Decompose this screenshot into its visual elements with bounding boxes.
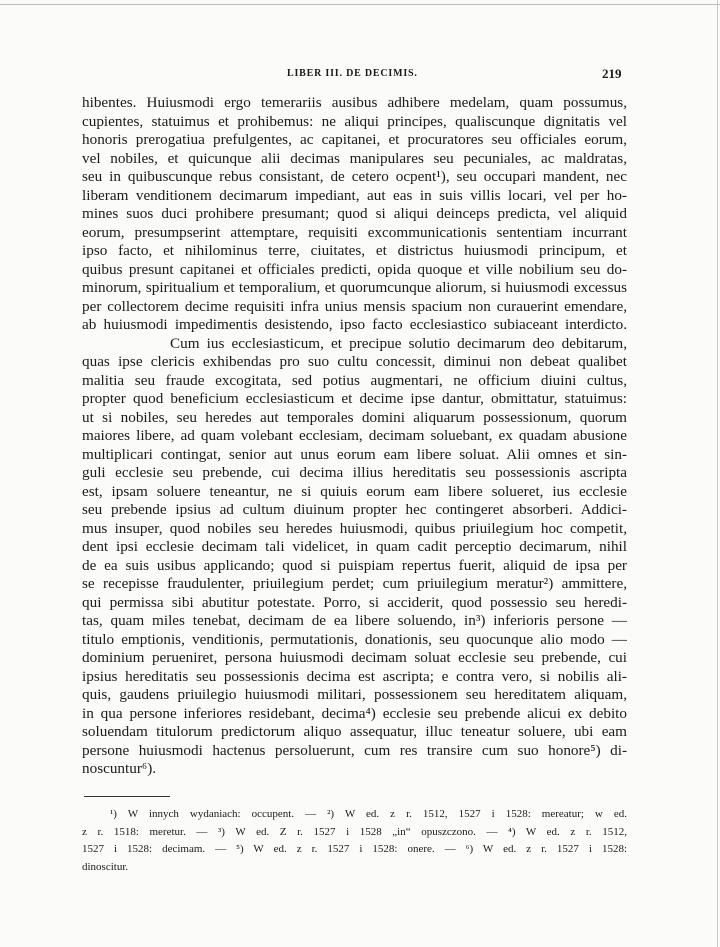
text-line: eorum, presumpserint attemptare, requisiti excommunicationis sententiam incurrant — [82, 223, 627, 241]
footnote-line: dinoscitur. — [82, 860, 129, 873]
text-line: soluendam titulorum predictorum aliquo assequatur, illuc teneatur soluere, ubi eam — [82, 723, 627, 740]
text-line: dominium perueniret, persona huiusmodi decimam soluat ecclesie seu prebende, cui — [82, 649, 627, 666]
text-line: tas, quam miles tenebat, decimam de ea libere soluendo, in³) inferioris persone — — [82, 612, 627, 629]
paragraph-end-line: noscuntur⁶). — [82, 760, 157, 777]
text-line: mus insuper, quod nobiles seu heredes huiusmodi, quibus priuilegium hoc competit, — [82, 519, 627, 537]
scan-edge-right — [717, 0, 718, 947]
text-line: maiores libere, ad quam volebant ecclesiam, decimam soluebant, ex quadam abusione — [82, 427, 627, 444]
text-line: ipsius hereditatis seu possessionis decima est ascripta; e contra vero, si nobilis ali- — [82, 667, 627, 685]
footnote-line: 1527 i 1528: decimam. — ⁵) W ed. z r. 1527 i 1528: onere. — ⁶) W ed. z r. 1527 i 1528: — [82, 843, 627, 855]
text-line: cupientes, statuimus et prohibemus: ne aliqui principes, qualiscunque dignitatis vel — [82, 112, 627, 130]
footnote-line: z r. 1518: meretur. — ³) W ed. Z r. 1527 i 1528 „in“ opuszczono. — ⁴) W ed. z r. 1512, — [82, 825, 627, 838]
text-line: ipso facto, et nihilominus terre, ciuitates, et districtus huiusmodi principum, et — [82, 242, 627, 259]
text-line: propter quod beneficium ecclesiasticum et decime ipse dantur, obmittatur, statuimus: — [82, 390, 627, 407]
text-line: quas ipse clericis exhibendas pro suo cultu concessit, diminui non debeat qualibet — [82, 353, 627, 370]
text-line: quis, gaudens priuilegio huiusmodi militari, possessionem seu hereditatem aliquam, — [82, 686, 627, 703]
footnote-divider — [84, 796, 170, 797]
text-line: honoris prerogatiua prefulgentes, ac capitanei, et procuratores seu officiales eorum, — [82, 131, 627, 148]
text-line: per collectorem decime requisiti infra unius mensis spacium non curauerint emendare, — [82, 297, 627, 315]
running-head: LIBER III. DE DECIMIS. — [287, 68, 418, 79]
text-line: multiplicari contingat, senior aut unus eorum eam libere soluat. Alii omnes et sin- — [82, 445, 627, 463]
text-line: guli ecclesie seu prebende, cui decima illius hereditatis seu possessionis ascripta — [82, 464, 627, 481]
text-line: seu prebende ipsius ad cultum diuinum propter hec contingeret absorberi. Addici- — [82, 501, 627, 518]
body-text — [82, 94, 627, 779]
text-line: de ea suis usibus applicando; quod si puispiam repertus fuerit, aliquid de ipsa per — [82, 556, 627, 574]
text-line: vel nobiles, et quicunque alii decimas manipulares seu pecuniales, ac maldratas, — [82, 149, 627, 167]
text-line: in qua persone inferiores residebant, decima⁴) ecclesie seu prebende alicui ex debito — [82, 704, 627, 722]
text-line: mines suos duci prohibere presumant; quod si aliqui deinceps predicta, vel aliquid — [82, 205, 627, 222]
text-line: ab huiusmodi impedimentis desistendo, ipso facto ecclesiastico subiaceant interdicto. — [82, 316, 627, 333]
text-line: hibentes. Huiusmodi ergo temerariis ausibus adhibere medelam, quam possumus, — [82, 94, 627, 111]
text-line: ut si nobiles, seu heredes aut temporales domini aliquarum possessionum, quorum — [82, 408, 627, 426]
footnote-line: ¹) W innych wydaniach: occupent. — ²) W ed. z r. 1512, 1527 i 1528: mereatur; w ed. — [110, 808, 627, 820]
footnotes — [82, 806, 627, 876]
text-line: persone huiusmodi hactenus persoluerunt, cum res transire cum suo honore⁵) di- — [82, 741, 627, 759]
text-line: liberam venditionem decimarum impediant, aut eas in suis villis locari, vel per ho- — [82, 186, 627, 204]
text-line: seu in quibuscunque rebus consistant, de cetero ocpent¹), seu occupari mandent, nec — [82, 168, 627, 185]
page-number: 219 — [602, 66, 622, 81]
scan-edge-top — [0, 4, 720, 5]
paragraph-start-line: Cum ius ecclesiasticum, et precipue solutio decimarum deo debitarum, — [170, 334, 627, 352]
text-line: titulo emptionis, venditionis, permutationis, donationis, seu quocunque alio modo — — [82, 630, 627, 648]
text-line: dent ipsi ecclesie decimam tali videlicet, in quam cadit perceptio decimarum, nihil — [82, 538, 627, 555]
text-line: malitia seu fraude excogitata, sed potius augmentari, ne officium diuini cultus, — [82, 371, 627, 389]
text-line: se recepisse fraudulenter, priuilegium perdet; cum priuilegium meratur²) ammittere, — [82, 575, 627, 592]
text-line: quibus presunt capitanei et officiales predicti, opida quoque et ville nobilium seu do- — [82, 260, 627, 278]
text-line: est, ipsam soluere teneantur, ne si quiuis eorum eam libere solueret, ius ecclesie — [82, 482, 627, 500]
text-line: minorum, spiritualium et temporalium, et quorumcunque aliorum, si huiusmodi excessus — [82, 279, 627, 296]
text-line: qui permissa sibi abutitur potestate. Porro, si acciderit, quod possessio seu heredi- — [82, 593, 627, 611]
